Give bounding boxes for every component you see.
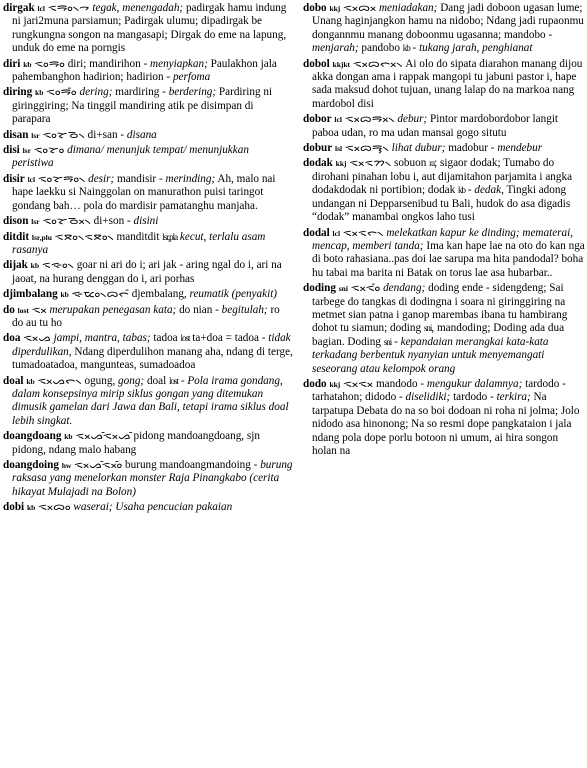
dictionary-entry: [3, 259, 293, 286]
entry-text: ; sigaor dodak; Tumabo do dirohani pinahan lobu i, aut dijamitahon parjamita i angka dodakdodak ni portibion; dodak: [312, 157, 573, 197]
entry-text: di+san -: [84, 128, 127, 141]
entry-translation: dendang;: [383, 282, 426, 295]
entry-translation: merinding;: [165, 172, 216, 185]
entry-category-tag: kkj: [329, 4, 341, 13]
entry-abbreviation: kb: [402, 43, 410, 54]
batak-script-glyphs: ᯐᯪᯔ᯲ᯅᯞᯰ: [71, 288, 129, 301]
dictionary-entry: [3, 215, 293, 228]
entry-text: -: [391, 335, 401, 348]
dictionary-entry: [3, 58, 293, 85]
entry-text: djembalang,: [128, 288, 190, 301]
entry-translation: kecut, terlalu asam rasanya: [12, 230, 266, 256]
entry-category-tag: sni: [338, 284, 348, 294]
dictionary-entry: [303, 2, 585, 56]
dictionary-entry: [303, 378, 585, 458]
entry-text: manditdit: [113, 230, 163, 243]
entry-headword: ditdit: [3, 230, 30, 243]
entry-text: Ima kan hape lae na oto do kan nga di boto rahasiana..pas doi lae sarupa ma hita pandodal? boha hu tabai ma barita ni Batak on torus lae asa hubarbar..: [312, 239, 585, 279]
entry-text: pandobo: [358, 42, 403, 55]
dictionary-entry: [3, 430, 293, 457]
entry-translation: disana: [126, 128, 157, 141]
entry-text: doal: [144, 374, 169, 387]
entry-category-tag: lcl: [37, 4, 46, 13]
entry-abbreviation: sni: [383, 336, 392, 347]
entry-headword: disi: [3, 144, 20, 157]
entry-text: di+son -: [90, 215, 134, 228]
dictionary-entry: [303, 58, 585, 112]
entry-abbreviation: ra: [429, 158, 435, 169]
batak-script-glyphs: ᯑᯬᯑᯬ: [343, 377, 374, 390]
entry-text: diri; mandirihon -: [64, 57, 151, 70]
entry-translation: dedak,: [474, 184, 504, 197]
batak-script-glyphs: ᯑᯪᯘᯪᯒ᯲: [37, 172, 86, 185]
entry-text: mandodo -: [373, 377, 427, 390]
entry-translation: terkira;: [496, 391, 531, 404]
batak-script-glyphs: ᯑᯪᯒᯪᯰ: [46, 86, 77, 99]
entry-headword: dijak: [3, 259, 28, 272]
dictionary-entry: [303, 282, 585, 376]
batak-script-glyphs: ᯑᯬᯅᯬᯞ᯲: [352, 57, 403, 70]
entry-text: madobur -: [445, 142, 498, 155]
batak-script-glyphs: ᯑᯬᯅᯪ: [38, 501, 71, 514]
entry-translation: menjarah;: [312, 42, 359, 55]
entry-text: tadoa: [150, 332, 181, 345]
entry-text: pidong mandoangdoang, sjn pidong, ndang malo habang: [12, 430, 260, 456]
entry-abbreviation: kb: [458, 185, 466, 196]
entry-translation: berdering;: [168, 86, 217, 99]
entry-text: do nian -: [176, 303, 222, 316]
entry-headword: disan: [3, 128, 29, 141]
entry-headword: dodal: [303, 226, 330, 239]
entry-category-tag: lcl: [334, 115, 342, 125]
entry-translation: waserai; Usaha pencucian pakaian: [73, 501, 233, 514]
entry-headword: dison: [3, 215, 29, 228]
entry-headword: dobur: [303, 142, 333, 155]
entry-category-tag: kb: [26, 376, 35, 386]
entry-category-tag: lcl: [332, 228, 341, 238]
entry-translation: mengukur dalamnya;: [426, 377, 523, 390]
entry-translation: menyiapkan;: [150, 57, 208, 70]
entry-headword: dobi: [3, 501, 25, 514]
batak-script-glyphs: ᯑᯪᯘᯉ᯲: [42, 128, 85, 141]
dictionary-entry: [3, 129, 293, 142]
entry-text: Ai olo do sipata diarahon manang dijou akka dongan ama i rappak mangopi tu jabuni pastor i, hape sada maksud dohot tujuan, unang lalap do na markoa nang mardobol disi: [312, 57, 583, 110]
entry-translation: begitulah;: [221, 303, 268, 316]
entry-text: Pintor mardobordobor langit paboa udan, ro ma udan mansai gogo situtu: [312, 113, 559, 139]
entry-text: Tingki adong undangan ni Depparsenibud tu Bali, hudok do asa digadis “dodak” manambai ongkos laho tusi: [312, 184, 571, 224]
batak-script-glyphs: ᯑᯪᯘᯬᯉ᯲: [42, 215, 91, 228]
entry-text: ta+doa = tadoa -: [189, 332, 269, 345]
entry-text: tardodo - tarhatahon; didodo -: [312, 377, 566, 404]
batak-script-glyphs: ᯑᯬᯅᯮᯒ᯲: [344, 142, 389, 155]
entry-category-tag: lsr,plu: [31, 232, 52, 242]
entry-category-tag: lsr: [22, 146, 31, 156]
dictionary-entry: [3, 173, 293, 213]
entry-translation: perfoma: [172, 71, 211, 84]
batak-script-glyphs: ᯑᯪᯘᯪ: [33, 144, 65, 157]
entry-headword: diri: [3, 57, 21, 70]
entry-abbreviation: lsr,pla: [162, 231, 178, 242]
entry-translation: meniadakan;: [378, 2, 438, 14]
entry-translation: tidak diperdulikan,: [12, 332, 291, 358]
entry-category-tag: lsl: [335, 144, 343, 154]
entry-headword: diring: [3, 86, 33, 99]
entry-text: Dang jadi doboon ugasan lume; Unang haginjangkon hamu na nidobo; Ndang jadi rupaonmu dongannmu manang doboonmu ugasanna; mandobo -: [312, 2, 584, 41]
entry-translation: reumatik (penyakit): [189, 288, 278, 301]
batak-script-glyphs: ᯑᯬᯑᯂ᯲: [349, 157, 392, 170]
entry-text: Pardiring ni giringgiring; Na tinggil mandiring atik pe disimpan di parapara: [12, 86, 273, 126]
entry-text: -: [409, 42, 420, 55]
entry-translation: diselidiki;: [405, 391, 451, 404]
entry-text: Na tarpatupa Debata do na so boi dodoan ni roha ni jolma; Jolo nidodo asa hinonong; Na so resmi dope pangkataion i jala ndang pola dope porlu botoon ni umum, ai hira songon holan na: [312, 391, 580, 457]
entry-category-tag: kb: [26, 503, 36, 513]
entry-translation: melekatkan kapur ke dinding; mematerai, mencap, memberi tanda;: [312, 226, 574, 252]
entry-headword: dobol: [303, 57, 330, 70]
entry-abbreviation: lost: [180, 333, 190, 344]
entry-translation: tukang jarah, penghianat: [419, 42, 533, 55]
entry-translation: burung raksasa yang menelorkan monster Raja Pinangkabo (cerita hikayat Mulajadi na Bolon): [12, 459, 293, 498]
entry-category-tag: kb: [30, 261, 40, 271]
entry-text: burung mandoangmandoing -: [122, 459, 261, 471]
dictionary-entry: [303, 157, 585, 224]
entry-headword: disir: [3, 172, 25, 185]
right-column: [303, 2, 585, 460]
entry-category-tag: lost: [17, 305, 29, 315]
batak-script-glyphs: ᯑᯬᯀᯰᯑᯬᯪᯰ: [74, 459, 123, 471]
dictionary-entry: [3, 231, 293, 258]
entry-category-tag: kb: [35, 88, 44, 98]
batak-script-glyphs: ᯑᯬᯀ: [23, 332, 51, 345]
batak-script-glyphs: ᯑᯬᯅᯬᯒ᯲: [344, 113, 395, 126]
entry-translation: merupakan penegasan kata;: [49, 303, 177, 316]
entry-translation: tegak, menengadah;: [92, 2, 184, 14]
entry-headword: dirgak: [3, 2, 35, 14]
entry-headword: dobor: [303, 113, 332, 126]
entry-headword: djimbalang: [3, 288, 58, 301]
dictionary-entry: [303, 113, 585, 140]
entry-category-tag: lcl: [27, 174, 36, 184]
entry-text: doding ende - sidengdeng; Sai tarbege do tangkas di dodingna i soara ni giringgiring na metmet sian patna i ganop marembas ibana tu hambirang dohot tu siamun; doding: [312, 282, 568, 335]
entry-text: mardiring -: [112, 86, 169, 99]
entry-category-tag: hw: [61, 461, 72, 470]
dictionary-entry: [3, 288, 293, 301]
entry-translation: dering;: [79, 86, 113, 99]
entry-translation: mendebur: [497, 142, 543, 155]
entry-category-tag: lsr: [31, 130, 40, 140]
entry-translation: desir;: [88, 172, 115, 185]
entry-category-tag: kb: [64, 432, 73, 442]
entry-abbreviation: sni: [423, 323, 432, 334]
entry-text: Ah, malo nai hape laekku si Nainggolan on manurathon puisi taringot gondang bah… pola do mardisir pamatanghu manjaha.: [12, 172, 276, 212]
entry-text: mandisir -: [114, 172, 166, 185]
dictionary-entry: [3, 86, 293, 126]
dictionary-entry: [3, 459, 293, 499]
entry-text: -: [178, 374, 188, 387]
entry-category-tag: kkj: [335, 159, 347, 169]
dictionary-entry: [3, 2, 293, 56]
entry-headword: dodo: [303, 377, 327, 390]
entry-abbreviation: lost: [169, 375, 179, 386]
dictionary-entry: [3, 501, 293, 514]
entry-text: Paulakhon jala pahembanghon hadirion; hadirion -: [12, 57, 277, 84]
dictionary-entry: [3, 375, 293, 429]
entry-translation: Pola irama gondang, dalam konsepsinya mirip siklus gongan yang ditemukan dimusik gamelan dari Jawa dan Bali, tetapi irama siklus doal lebih singkat.: [12, 374, 289, 427]
entry-text: , mandoding; Doding ada dua bagian. Doding: [312, 322, 565, 348]
entry-headword: doding: [303, 282, 336, 295]
batak-script-glyphs: ᯑᯪᯐ᯲: [41, 259, 74, 272]
batak-script-glyphs: ᯑᯪᯒ᯲ᯎ: [47, 2, 90, 14]
entry-text: sobuon: [391, 157, 430, 170]
dictionary-entry: [3, 144, 293, 171]
entry-headword: doa: [3, 332, 21, 345]
entry-text: ro do au tu ho: [12, 303, 280, 329]
entry-translation: lihat dubur;: [391, 142, 446, 155]
dictionary-entry: [3, 332, 293, 372]
entry-translation: jampi, mantra, tabas;: [53, 332, 151, 345]
batak-script-glyphs: ᯑᯬᯑᯪᯰ: [350, 282, 381, 295]
entry-text: ogung,: [81, 374, 119, 387]
dictionary-entry: [303, 227, 585, 281]
entry-text: tardodo -: [450, 391, 497, 404]
batak-script-glyphs: ᯑᯬᯀᯰᯑᯬᯀᯰ: [75, 430, 131, 443]
entry-headword: dodak: [303, 157, 333, 170]
entry-category-tag: kb: [60, 290, 69, 300]
entry-headword: dobo: [303, 2, 327, 14]
entry-category-tag: lsr: [31, 217, 40, 227]
entry-text: -: [465, 184, 475, 197]
entry-text: Ndang diperdulihon manang aha, ndang di terge, tumadoatadoa, mangunteas, sumadoadoa: [12, 345, 293, 372]
dictionary-entry: [3, 304, 293, 331]
entry-headword: doangdoing: [3, 459, 59, 471]
entry-headword: doal: [3, 374, 24, 387]
entry-translation: gong;: [118, 374, 145, 387]
batak-script-glyphs: ᯑᯪᯖ᯲ᯑᯪᯖ᯲: [54, 230, 114, 243]
entry-text: padirgak hamu indung ni jari2muna parsiamun; Padirgak ulumu; dipadirgak be rungkungna songon na mangasapi; Dirgak do eme na lapung, unduk do eme na porngis: [12, 2, 287, 55]
entry-translation: dimana/ menunjuk tempat/ menunjukkan peristiwa: [12, 144, 249, 170]
batak-script-glyphs: ᯑᯬᯑᯞ᯲: [342, 226, 384, 239]
batak-script-glyphs: ᯑᯪᯒᯪ: [34, 57, 65, 70]
entry-category-tag: kb: [23, 59, 32, 69]
entry-text: goar ni ari do i; ari jak - aring ngal do i, ari na jaoat, na hurang denggan do i, ari porhas: [12, 259, 282, 285]
left-column: [3, 2, 293, 517]
batak-script-glyphs: ᯑᯬ: [31, 303, 47, 316]
dictionary-entry: [303, 142, 585, 155]
batak-script-glyphs: ᯑᯬᯀᯞ᯲: [37, 374, 82, 387]
entry-headword: doangdoang: [3, 430, 62, 443]
entry-translation: debur;: [397, 113, 428, 126]
entry-translation: disini: [133, 215, 159, 228]
entry-headword: do: [3, 303, 15, 316]
entry-translation: kepandaian merangkai kata-kata terkadang berbentuk nyanyian untuk menyemangati seseorang atau kelompok orang: [312, 335, 549, 375]
entry-category-tag: kkj: [329, 379, 341, 389]
batak-script-glyphs: ᯑᯬᯅᯬ: [343, 2, 377, 14]
entry-category-tag: kkjkt: [332, 59, 351, 69]
